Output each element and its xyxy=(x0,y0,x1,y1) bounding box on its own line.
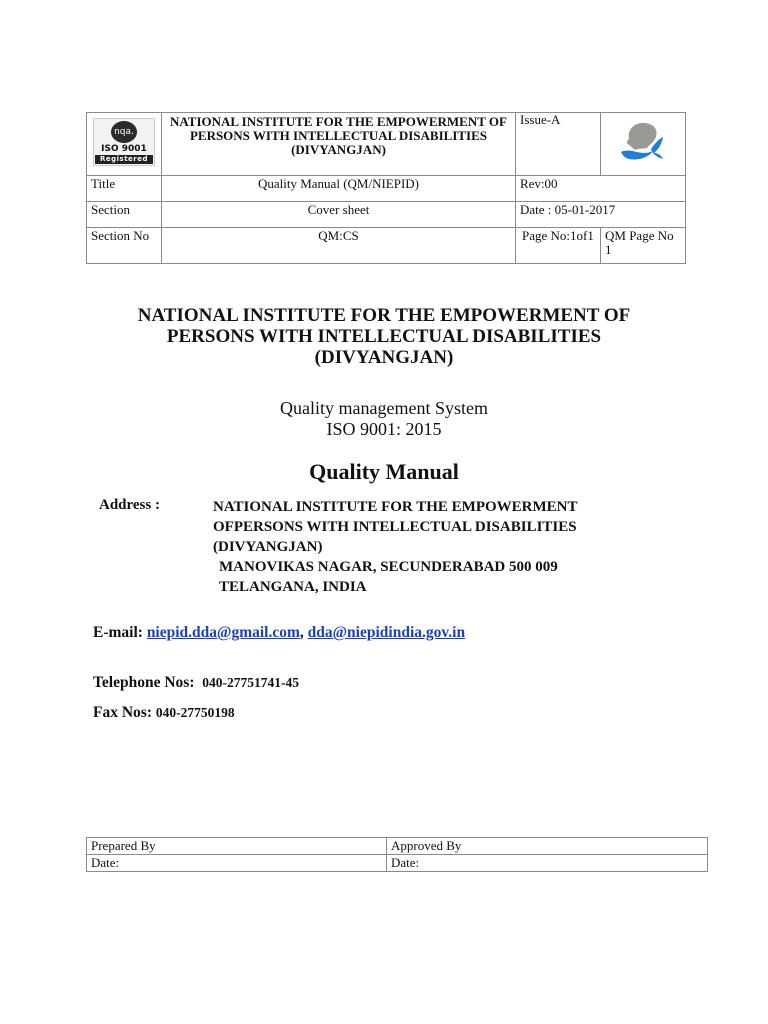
subtitle-line: Quality management System xyxy=(280,398,488,418)
row-label: Section xyxy=(87,202,162,228)
iso-logo-cell xyxy=(87,113,162,176)
row-value: QM:CS xyxy=(162,228,516,264)
address-line: MANOVIKAS NAGAR, SECUNDERABAD 500 009 xyxy=(219,559,558,575)
prepared-date-cell: Date: xyxy=(87,855,387,872)
header-row-title xyxy=(87,176,686,202)
email-line xyxy=(93,624,465,642)
title-line: (DIVYANGJAN) xyxy=(314,347,454,368)
issue-cell: Issue-A xyxy=(516,113,601,176)
document-title: Quality Manual xyxy=(309,459,459,484)
email-link-gmail[interactable]: niepid.dda@gmail.com xyxy=(146,624,300,641)
row-value: Cover sheet xyxy=(162,202,516,228)
address-line: TELANGANA, INDIA xyxy=(219,579,367,595)
row-meta: Date : 05-01-2017 xyxy=(516,202,686,228)
address-line: NATIONAL INSTITUTE FOR THE EMPOWERMENT xyxy=(213,499,578,515)
niepid-logo-cell xyxy=(601,113,686,176)
qm-page-number: QM Page No 1 xyxy=(601,228,686,264)
email-link-gov[interactable]: dda@niepidindia.gov.in xyxy=(307,624,466,641)
address-label: Address : xyxy=(99,497,160,513)
address-line: (DIVYANGJAN) xyxy=(213,539,323,555)
title-line: NATIONAL INSTITUTE FOR THE EMPOWERMENT OF xyxy=(137,305,631,326)
email-label: E-mail: xyxy=(93,624,143,641)
organization-name: NATIONAL INSTITUTE FOR THE EMPOWERMENT OF PERSONS WITH INTELLECTUAL DISABILITIES (DIVYANGJAN) xyxy=(162,113,516,176)
nqa-mark: nqa. xyxy=(111,121,137,143)
niepid-logo-icon xyxy=(617,119,669,163)
address-line: OFPERSONS WITH INTELLECTUAL DISABILITIES xyxy=(213,519,577,535)
row-label: Section No xyxy=(87,228,162,264)
page-number: Page No:1of1 xyxy=(516,228,601,264)
fax-number: 040-27750198 xyxy=(155,705,235,720)
telephone-line xyxy=(93,674,299,692)
header-row-section-no xyxy=(87,228,686,264)
row-meta: Rev:00 xyxy=(516,176,686,202)
address-block xyxy=(213,497,578,597)
title-line: PERSONS WITH INTELLECTUAL DISABILITIES xyxy=(166,326,602,347)
row-label: Title xyxy=(87,176,162,202)
approved-by-cell: Approved By xyxy=(387,838,708,855)
approved-date-cell: Date: xyxy=(387,855,708,872)
iso-standard-text: ISO 9001 xyxy=(101,144,147,154)
email-separator: , xyxy=(299,624,304,641)
document-header-table xyxy=(86,112,686,264)
iso-9001-logo-icon xyxy=(93,118,155,166)
approval-table xyxy=(86,837,708,872)
subtitle-line: ISO 9001: 2015 xyxy=(326,419,442,439)
fax-line xyxy=(93,704,235,722)
telephone-label: Telephone Nos: xyxy=(93,674,195,691)
subtitle xyxy=(0,398,768,440)
institute-title xyxy=(0,305,768,368)
prepared-by-cell: Prepared By xyxy=(87,838,387,855)
header-row-section xyxy=(87,202,686,228)
row-value: Quality Manual (QM/NIEPID) xyxy=(162,176,516,202)
registered-badge: Registered xyxy=(95,155,153,164)
telephone-number: 040-27751741-45 xyxy=(202,675,299,690)
fax-label: Fax Nos: xyxy=(93,704,152,721)
